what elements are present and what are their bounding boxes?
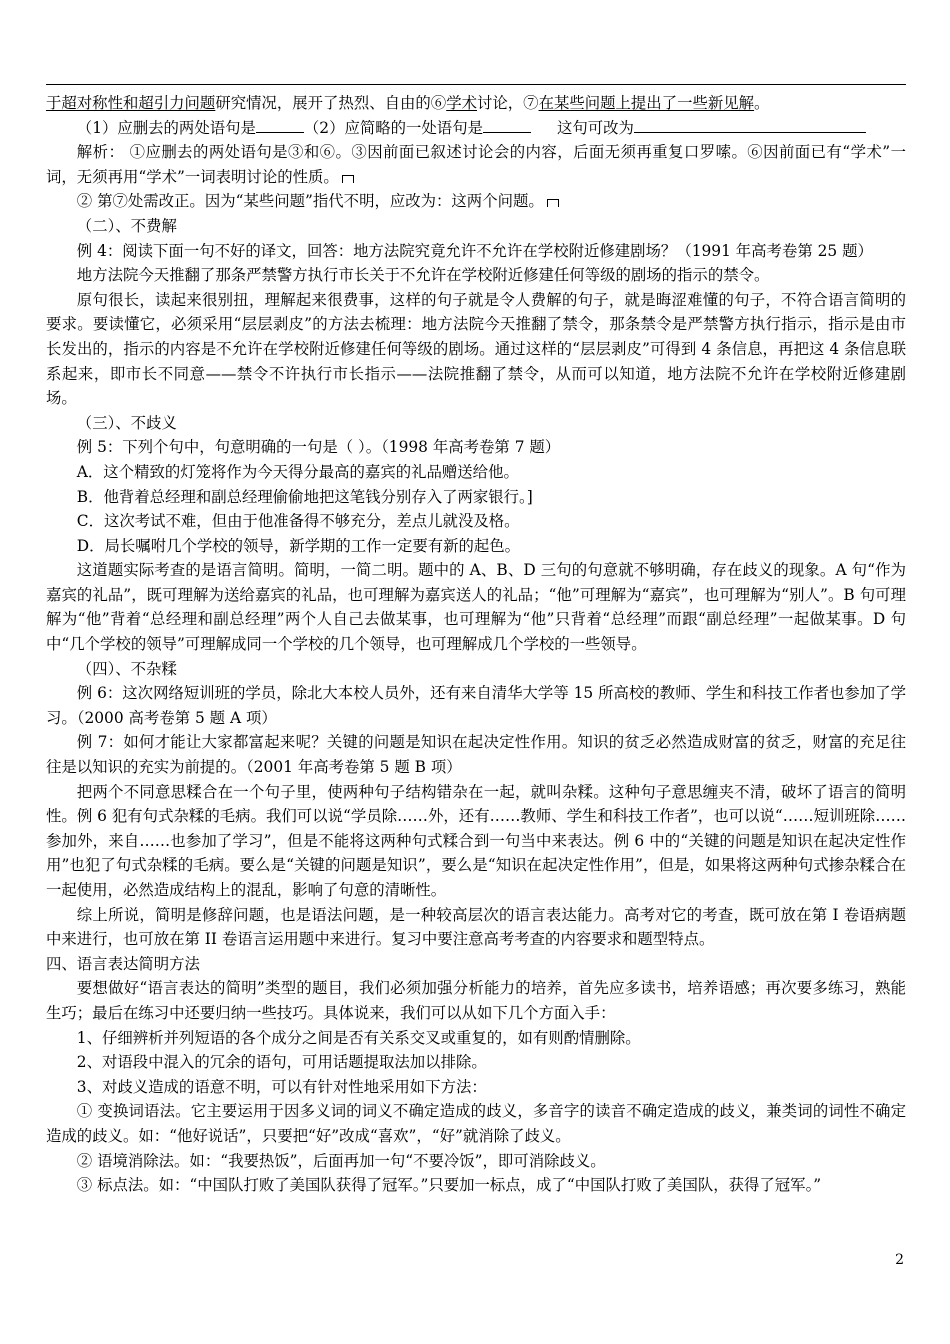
underlined-phrase: 在某些问题上提出了一些新见解 (538, 94, 755, 112)
editing-mark-icon (342, 175, 354, 183)
method-intro: 要想做好“语言表达的简明”类型的题目，我们必须加强分析能力的培养，首先应多读书，培养语感；再次要多练习，熟能生巧；最后在练习中还要归纳一些技巧。具体说来，我们可以从如下几个方面入手： (46, 979, 906, 1022)
method-subitem: ② 语境消除法。如：“我要热饭”，后面再加一句“不要冷饭”，即可消除歧义。 (76, 1151, 606, 1170)
chapter-heading: 四、语言表达简明方法 (46, 954, 200, 973)
method-item: 1、仔细辨析并列短语的各个成分之间是否有关系交叉或重复的，如有则酌情删除。 (76, 1028, 641, 1047)
document-page (46, 84, 906, 1198)
answer-blank (256, 116, 304, 133)
page-number: 2 (895, 1252, 904, 1268)
method-subitem: ① 变换词语法。它主要运用于因多义词的词义不确定造成的歧义，多音字的读音不确定造成的歧义，兼类词的词性不确定造成的歧义。如：“他好说话”，只要把“好”改成“喜欢”，“好”就消除了歧义。 (46, 1102, 906, 1145)
editing-mark-icon (547, 199, 559, 207)
answer-blank (634, 116, 866, 133)
method-subitem: ③ 标点法。如：“中国队打败了美国队获得了冠军。”只要加一标点，成了“中国队打败了美国队，获得了冠军。” (76, 1176, 822, 1195)
method-item: 3、对歧义造成的语意不明，可以有针对性地采用如下方法： (76, 1077, 487, 1096)
option-a: A．这个精致的灯笼将作为今天得分最高的嘉宾的礼品赠送给他。 (76, 462, 519, 481)
answer-blank (483, 116, 531, 133)
option-d: D．局长嘱咐几个学校的领导，新学期的工作一定要有新的起色。 (76, 536, 521, 555)
example-question: 例 4：阅读下面一句不好的译文，回答：地方法院究竟允许不允许在学校附近修建剧场？（1991 年高考卷第 25 题） (76, 241, 873, 260)
option-b: B．他背着总经理和副总经理偷偷地把这笔钱分别存入了两家银行。] (76, 487, 533, 506)
question-line: （1）应删去的两处语句是 （2）应简略的一处语句是 这句可改为 (46, 116, 906, 141)
example-question: 例 7：如何才能让大家都富起来呢？关键的问题是知识在起决定性作用。知识的贫乏必然造成财富的贫乏，财富的充足往往是以知识的充实为前提的。（2001 年高考卷第 5 题 B 项） (46, 733, 906, 777)
analysis-paragraph: ② 第⑦处需改正。因为“某些问题”指代不明，应改为：这两个问题。 (46, 189, 906, 214)
section-heading: （三）、不歧义 (76, 413, 177, 432)
explanation-paragraph: 这道题实际考查的是语言简明。简明，一简二明。题中的 A、B、D 三句的句意就不够明确，存在歧义的现象。A 句“作为嘉宾的礼品”，既可理解为送给嘉宾的礼品，也可理解为嘉宾送人的礼品；“他”可理解为“嘉宾”，也可理解为“别人”。B 句可理解为“他”背着“总经理和副总经理”两个人自己去做某事，也可理解为“他”只背着“总经理”而跟“副总经理”一起做某事。D 句中“几个学校的领导”可理解成同一个学校的几个领导，也可理解成几个学校的一些领导。 (46, 561, 906, 654)
analysis-paragraph: 解析： ①应删去的两处语句是③和⑥。③因前面已叙述讨论会的内容，后面无须再重复口罗嗦。⑥因前面已有“学术”一词，无须再用“学术”一词表明讨论的性质。 (46, 143, 906, 186)
option-c: C．这次考试不难，但由于他准备得不够充分，差点儿就没及格。 (76, 512, 520, 531)
example-question: 例 6：这次网络短训班的学员，除北大本校人员外，还有来自清华大学等 15 所高校的教师、学生和科技工作者也参加了学习。（2000 高考卷第 5 题 A 项） (46, 684, 906, 727)
section-heading: （二）、不费解 (76, 216, 177, 235)
explanation-paragraph: 原句很长，读起来很别扭，理解起来很费事，这样的句子就是令人费解的句子，就是晦涩难懂的句子，不符合语言简明的要求。要读懂它，必须采用“层层剥皮”的方法去梳理：地方法院今天推翻了禁令，那条禁令是严禁警方执行指示，指示是由市长发出的，指示的内容是不允许在学校附近修建任何等级的剧场。通过这样的“层层剥皮”可得到 4 条信息，再把这 4 条信息联系起来，即市长不同意——禁令不许执行市长指示——法院推翻了禁令，从而可以知道，地方法院不允许在学校附近修建剧场。 (46, 290, 906, 408)
section-heading: （四）、不杂糅 (76, 659, 177, 678)
paragraph-continuation: 于超对称性和超引力问题研究情况，展开了热烈、自由的⑥学术讨论，⑦在某些问题上提出了一些新见解。 (46, 94, 770, 112)
header-rule (46, 84, 906, 85)
example-sentence: 地方法院今天推翻了那条严禁警方执行市长关于不允许在学校附近修建任何等级的剧场的指示的禁令。 (76, 266, 770, 285)
method-item: 2、对语段中混入的冗余的语句，可用话题提取法加以排除。 (76, 1053, 487, 1072)
summary-paragraph: 综上所说，简明是修辞问题，也是语法问题，是一种较高层次的语言表达能力。高考对它的考查，既可放在第 I 卷语病题中来进行，也可放在第 II 卷语言运用题中来进行。复习中要注意高考考查的内容要求和题型特点。 (46, 905, 906, 949)
explanation-paragraph: 把两个不同意思糅合在一个句子里，使两种句子结构错杂在一起，就叫杂糅。这种句子意思缠夹不清，破坏了语言的简明性。例 6 犯有句式杂糅的毛病。我们可以说“学员除……外，还有……教师、学生和科技工作者”，也可以说“……短训班除……参加外，来自……也参加了学习”，但是不能将这两种句式糅合到一句当中来表达。例 6 中的“关键的问题是知识在起决定性作用”也犯了句式杂糅的毛病。要么是“关键的问题是知识”，要么是“知识在起决定性作用”，但是，如果将这两种句式掺杂糅合在一起使用，必然造成结构上的混乱，影响了句意的清晰性。 (46, 782, 906, 899)
underlined-phrase: 于超对称性和超引力问题 (46, 94, 216, 112)
example-question: 例 5：下列个句中，句意明确的一句是（ ）。（1998 年高考卷第 7 题） (76, 438, 561, 457)
underlined-phrase: 学术 (446, 94, 477, 112)
